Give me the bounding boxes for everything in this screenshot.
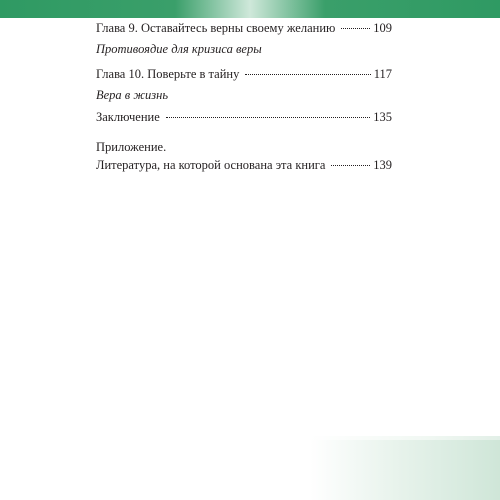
appendix-heading: Приложение. [96, 140, 167, 154]
chapter-9-page-number: 109 [373, 21, 392, 35]
chapter-9-title: Глава 9. Оставайтесь верны своему желанию [96, 21, 336, 35]
chapter-10-title: Глава 10. Поверьте в тайну [96, 67, 240, 81]
conclusion-title: Заключение [96, 110, 160, 124]
toc-line-chapter-10 [96, 66, 392, 82]
toc-line-appendix [96, 157, 392, 173]
dot-leader [245, 74, 370, 75]
chapter-9-subtitle: Противоядие для кризиса веры [96, 42, 262, 56]
toc-entry-chapter-10 [96, 66, 392, 103]
bottom-right-green-fade [310, 440, 500, 500]
toc-line-chapter-9 [96, 20, 392, 36]
toc-line-conclusion [96, 109, 392, 125]
dot-leader [331, 165, 370, 166]
top-green-band [0, 0, 500, 18]
chapter-10-subtitle: Вера в жизнь [96, 88, 169, 102]
toc-entry-conclusion [96, 109, 392, 125]
toc-entry-chapter-9 [96, 20, 392, 57]
dot-leader [341, 28, 370, 29]
appendix-page-number: 139 [373, 158, 392, 172]
toc-entry-appendix [96, 139, 392, 173]
dot-leader [166, 117, 371, 118]
appendix-title: Литература, на которой основана эта книга [96, 158, 326, 172]
conclusion-page-number: 135 [373, 110, 392, 124]
chapter-10-page-number: 117 [373, 67, 392, 81]
